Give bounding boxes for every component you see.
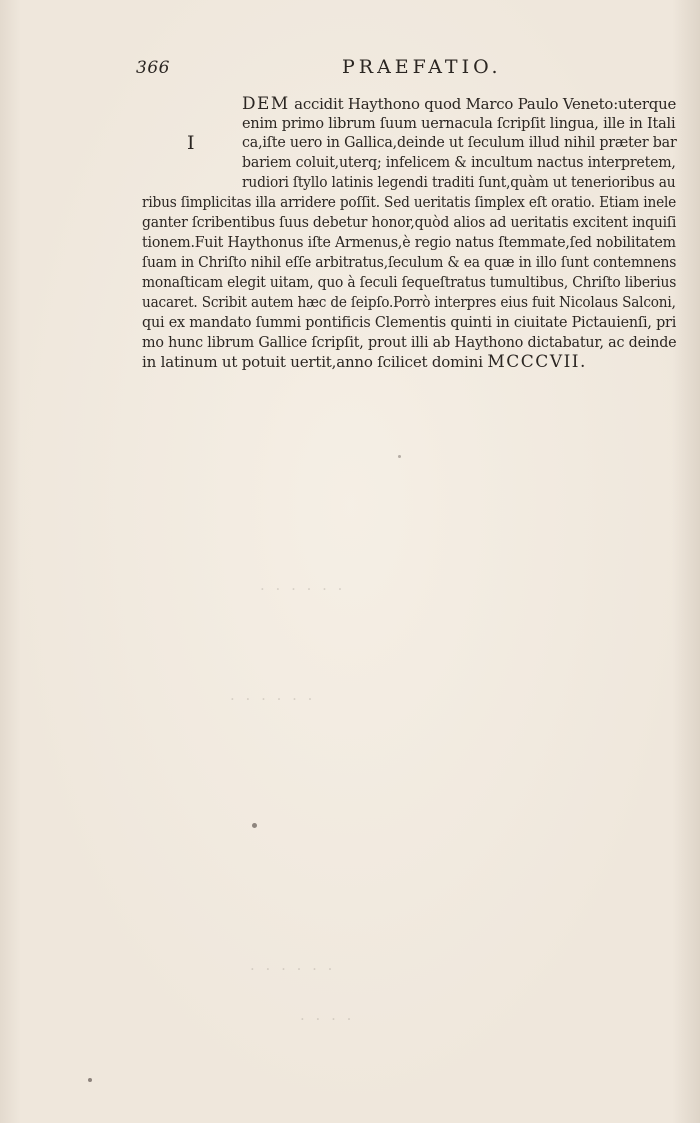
text-line: monaſticam elegit uitam, quo à ſeculi ſequeſtratus tumultibus, Chriſto liberius xyxy=(142,273,677,291)
opening-word: DEM xyxy=(242,94,290,114)
text-line: bariem coluit,uterq; infelicem & incultum nactus interpretem, xyxy=(242,153,676,171)
text-line: qui ex mandato ſummi pontificis Clementis quinti in ciuitate Pictauienſi, pri xyxy=(142,313,677,331)
text-line: ribus ſimplicitas illa arridere poſſit. Sed ueritatis ſimplex eſt oratio. Etiam inele xyxy=(142,193,677,211)
text-line: DEM accidit Haythono quod Marco Paulo Veneto:uterque xyxy=(242,94,677,114)
text-line: ca,iſte uero in Gallica,deinde ut ſeculum illud nihil præter bar xyxy=(242,133,677,151)
text-line: tionem.Fuit Haythonus iſte Armenus,è regio natus ſtemmate,ſed nobilitatem xyxy=(142,233,676,251)
text-line: uacaret. Scribit autem hæc de ſeipſo.Porrò interpres eius fuit Nicolaus Salconi, xyxy=(142,293,676,311)
text-line: ganter ſcribentibus ſuus debetur honor,quòd alios ad ueritatis excitent inquiſi xyxy=(142,213,677,231)
text-line: rudiori ſtyllo latinis legendi traditi ſunt,quàm ut tenerioribus au xyxy=(242,173,676,191)
text-line: enim primo librum ſuum uernacula ſcripſit lingua, ille in Itali xyxy=(242,114,676,132)
show-through-mark: · · · · · · xyxy=(260,580,346,598)
page-header xyxy=(0,52,700,82)
running-head: PRAEFATIO. xyxy=(342,56,502,78)
year-numeral: MCCCVII. xyxy=(487,352,587,372)
margin-initial: I xyxy=(187,132,195,154)
text-line: in latinum ut potuit uertit,anno ſcilicet domini MCCCVII. xyxy=(142,352,587,372)
show-through-mark: · · · · xyxy=(300,1010,355,1028)
page-number: 366 xyxy=(136,58,170,78)
ink-speck xyxy=(88,1078,92,1082)
show-through-mark: · · · · · · xyxy=(230,690,316,708)
ink-speck xyxy=(398,455,401,458)
show-through-mark: · · · · · · xyxy=(250,960,336,978)
text-line: mo hunc librum Gallice ſcripſit, prout illi ab Haythono dictabatur, ac deinde xyxy=(142,333,677,351)
text-line: ſuam in Chriſto nihil eſſe arbitratus,ſeculum & ea quæ in illo ſunt contemnens xyxy=(142,253,677,271)
ink-speck xyxy=(252,823,257,828)
